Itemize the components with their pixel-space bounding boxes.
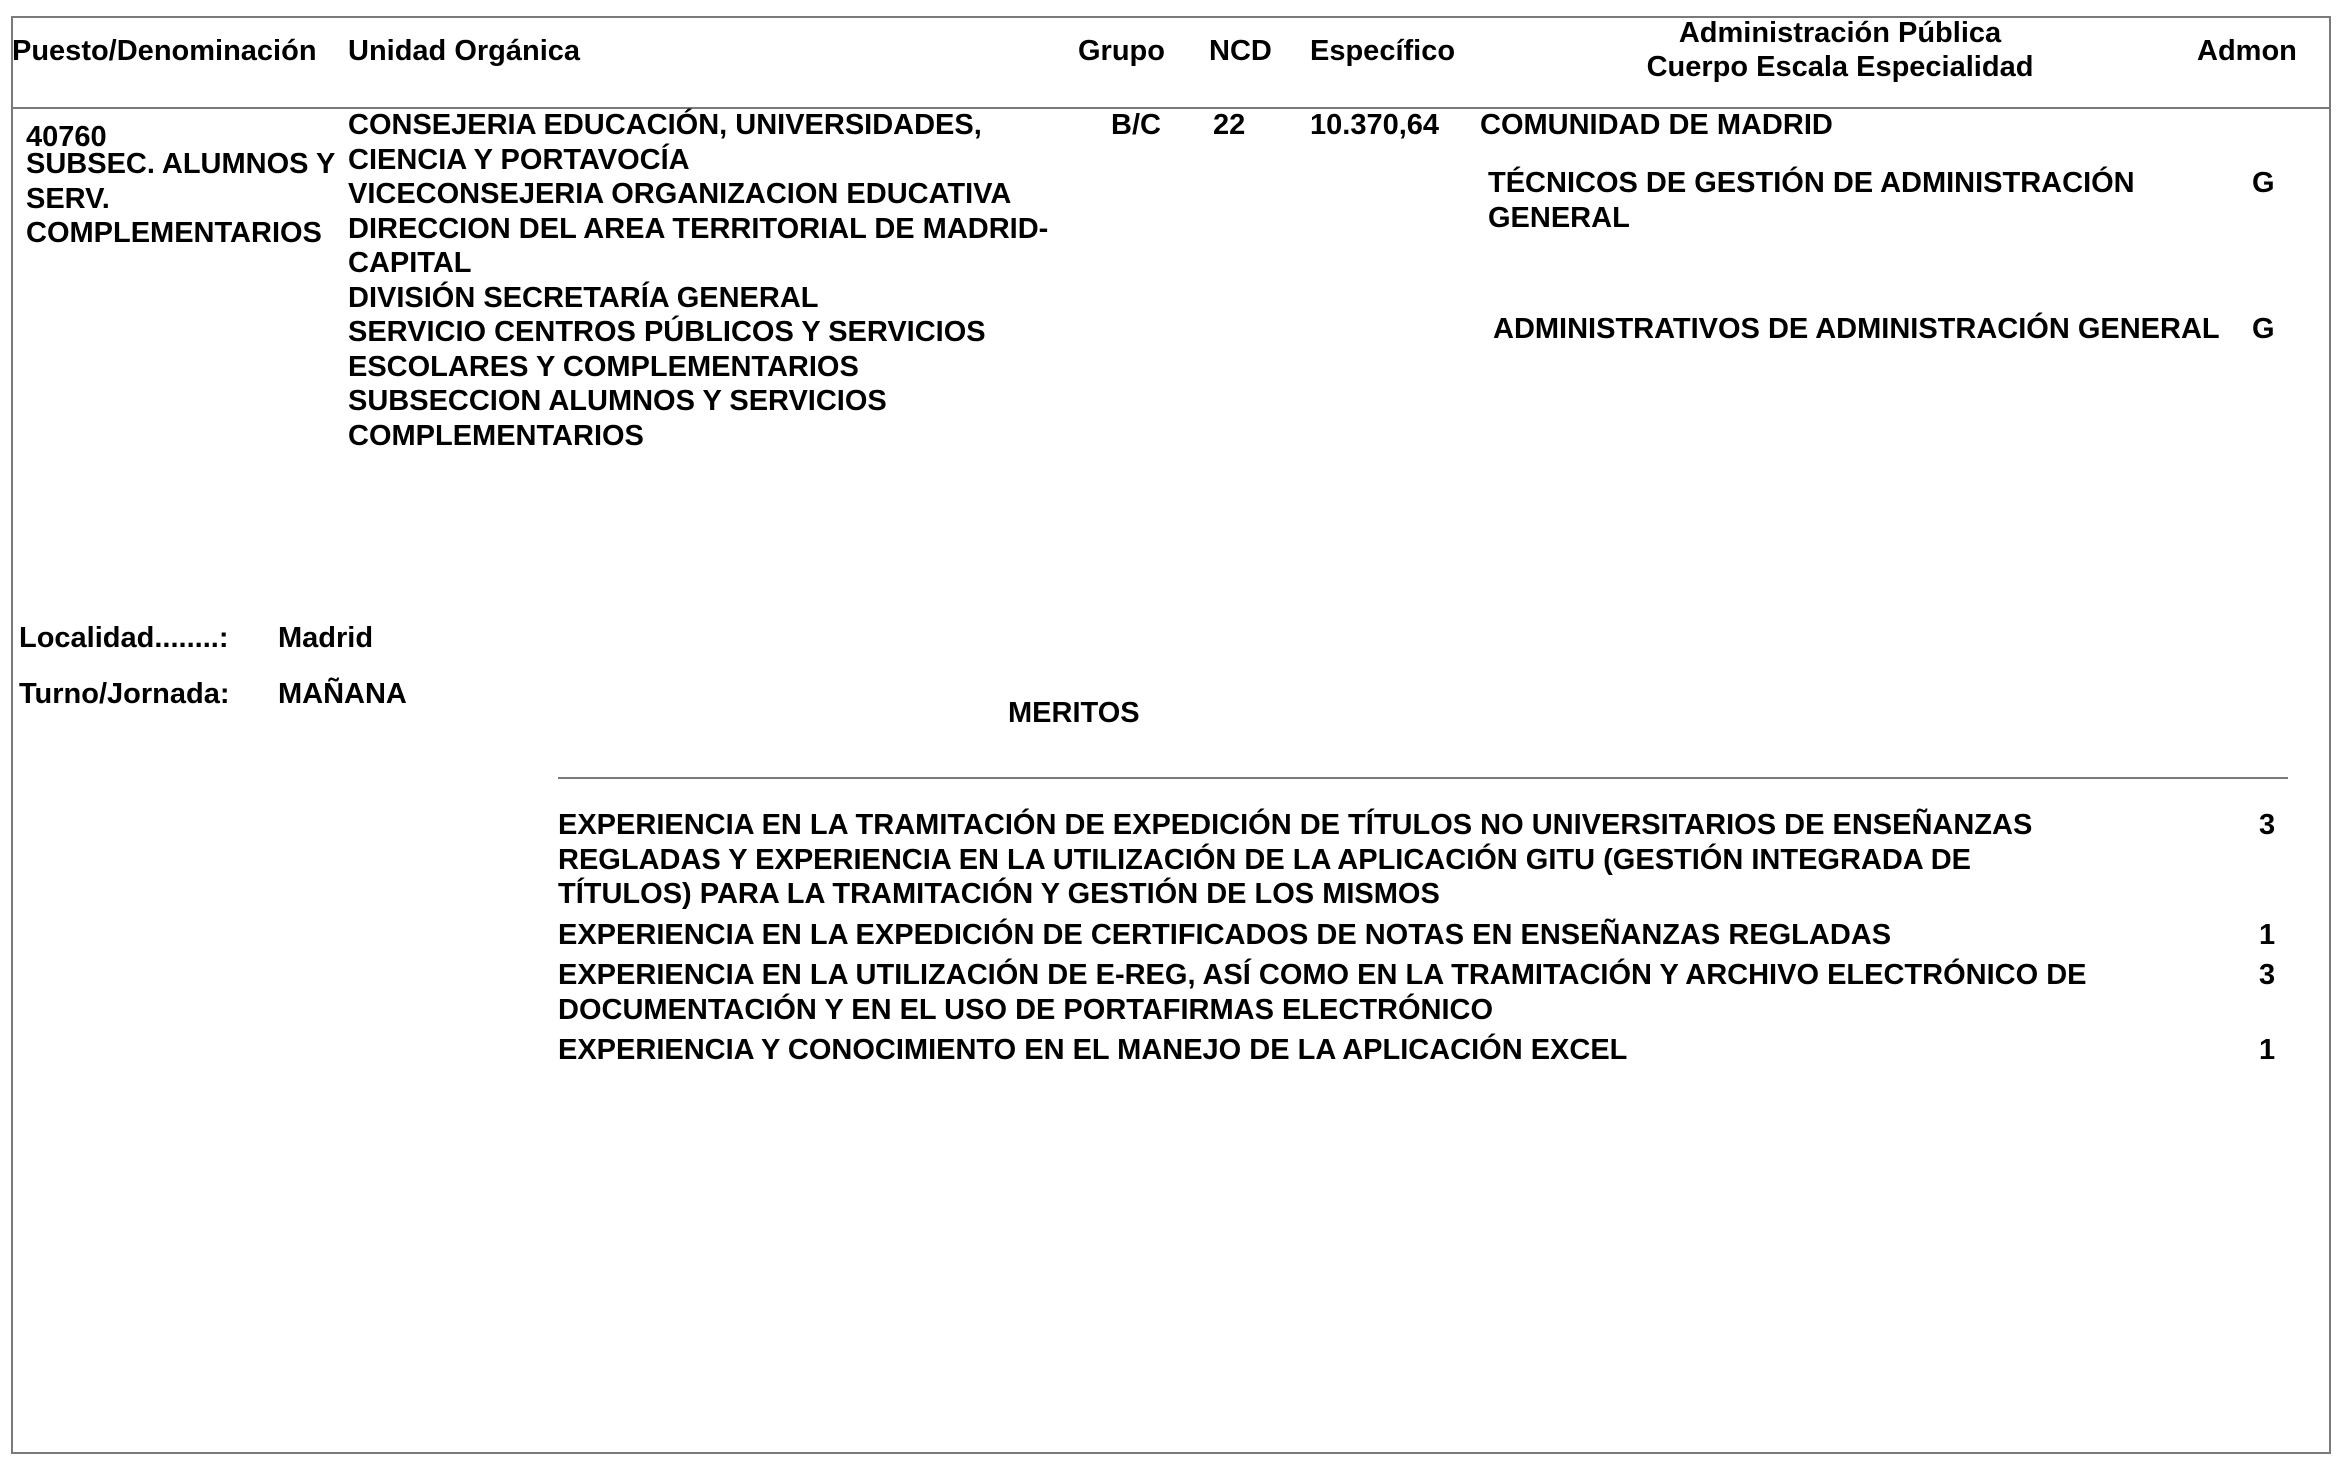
merito-item: EXPERIENCIA EN LA EXPEDICIÓN DE CERTIFICADOS DE NOTAS EN ENSEÑANZAS REGLADAS [558, 919, 1892, 951]
header-unidad: Unidad Orgánica [348, 35, 581, 67]
cuerpo-item: ADMINISTRATIVOS DE ADMINISTRACIÓN GENERAL [1493, 313, 2220, 345]
administracion-value: COMUNIDAD DE MADRID [1480, 109, 1833, 141]
unidad-line: ESCOLARES Y COMPLEMENTARIOS [348, 350, 859, 383]
ncd-value: 22 [1213, 109, 1246, 141]
merito-points: 3 [2259, 959, 2276, 991]
unidad-organica [348, 108, 1048, 453]
unidad-line: CONSEJERIA EDUCACIÓN, UNIVERSIDADES, [348, 109, 982, 141]
denominacion-line: SUBSEC. ALUMNOS Y [26, 148, 336, 180]
cuerpo-line: TÉCNICOS DE GESTIÓN DE ADMINISTRACIÓN [1488, 167, 2135, 199]
merito-points: 1 [2259, 1034, 2276, 1066]
header-grupo: Grupo [1078, 35, 1165, 67]
unidad-line: SUBSECCION ALUMNOS Y SERVICIOS [348, 385, 887, 417]
unidad-line: VICECONSEJERIA ORGANIZACION EDUCATIVA [348, 178, 1012, 210]
turno-value: MAÑANA [278, 678, 407, 710]
cuerpo-item [1488, 166, 2135, 235]
merito-line: EXPERIENCIA EN LA TRAMITACIÓN DE EXPEDICIÓN DE TÍTULOS NO UNIVERSITARIOS DE ENSEÑANZAS [558, 809, 2033, 841]
localidad-value: Madrid [278, 622, 374, 654]
puesto-codigo: 40760 [26, 121, 107, 153]
merito-line: EXPERIENCIA EN LA UTILIZACIÓN DE E-REG, ASÍ COMO EN LA TRAMITACIÓN Y ARCHIVO ELECTRÓNICO DE [558, 959, 2087, 991]
header-admon: Admon [2197, 35, 2297, 67]
cuerpo-admon: G [2252, 313, 2275, 345]
unidad-line: DIRECCION DEL AREA TERRITORIAL DE MADRID- [348, 212, 1049, 245]
merito-item [558, 958, 2086, 1027]
merito-item: EXPERIENCIA Y CONOCIMIENTO EN EL MANEJO DE LA APLICACIÓN EXCEL [558, 1034, 1628, 1066]
unidad-line: CIENCIA Y PORTAVOCÍA [348, 143, 690, 176]
merito-points: 3 [2259, 809, 2276, 841]
merito-item [558, 808, 2032, 912]
puesto-denominacion [26, 147, 335, 251]
cuerpo-admon: G [2252, 167, 2275, 199]
merito-line: DOCUMENTACIÓN Y EN EL USO DE PORTAFIRMAS ELECTRÓNICO [558, 993, 1494, 1026]
unidad-line: COMPLEMENTARIOS [348, 419, 644, 452]
header-especifico: Específico [1310, 35, 1456, 67]
localidad-label: Localidad........: [19, 622, 229, 654]
merito-line: TÍTULOS) PARA LA TRAMITACIÓN Y GESTIÓN DE LOS MISMOS [558, 878, 1440, 910]
meritos-title: MERITOS [1008, 697, 1140, 729]
header-admin-publica: Administración Pública [1678, 17, 2002, 49]
denominacion-line: COMPLEMENTARIOS [26, 217, 322, 249]
grupo-value: B/C [1111, 109, 1161, 141]
turno-label: Turno/Jornada: [19, 678, 230, 710]
header-cuerpo-escala: Cuerpo Escala Especialidad [1646, 51, 2034, 83]
merito-points: 1 [2259, 919, 2276, 951]
header-ncd: NCD [1209, 35, 1272, 67]
header-puesto: Puesto/Denominación [12, 35, 317, 67]
merito-line: REGLADAS Y EXPERIENCIA EN LA UTILIZACIÓN DE LA APLICACIÓN GITU (GESTIÓN INTEGRADA DE [558, 843, 1972, 876]
denominacion-line: SERV. [26, 182, 110, 215]
cuerpo-line: GENERAL [1488, 201, 1630, 234]
unidad-line: SERVICIO CENTROS PÚBLICOS Y SERVICIOS [348, 316, 986, 348]
especifico-value: 10.370,64 [1310, 109, 1440, 141]
unidad-line: CAPITAL [348, 247, 472, 279]
meritos-divider [558, 777, 2288, 779]
unidad-line: DIVISIÓN SECRETARÍA GENERAL [348, 281, 819, 314]
